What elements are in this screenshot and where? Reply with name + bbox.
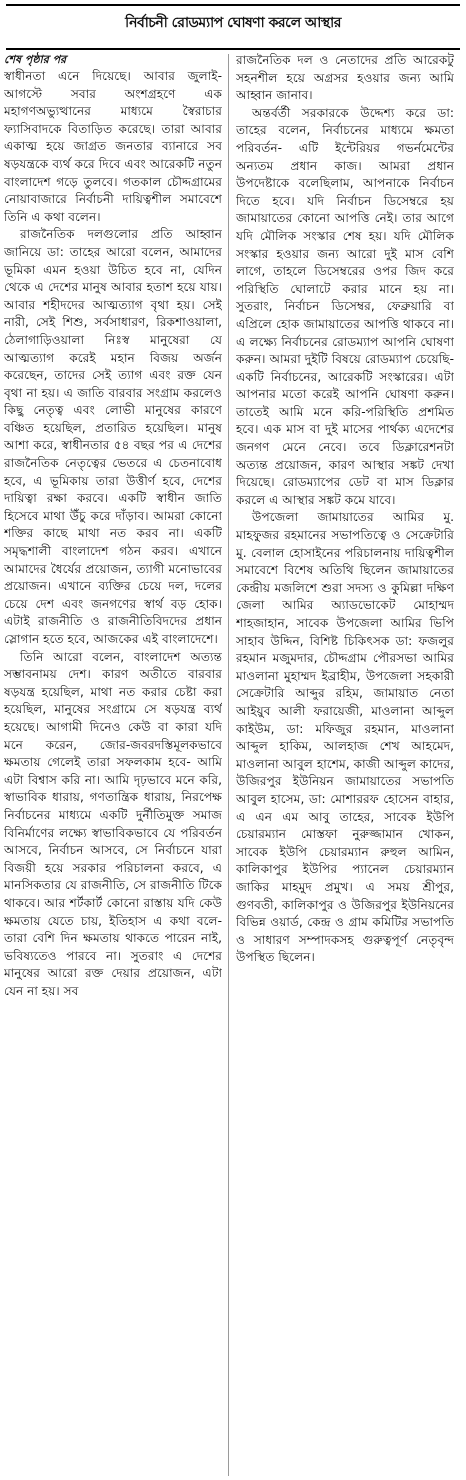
headline: নির্বাচনী রোডম্যাপ ঘোষণা করলে আস্থার xyxy=(125,15,341,31)
article-column-right xyxy=(236,52,454,1478)
column-divider xyxy=(228,54,229,1476)
paragraph: অন্তর্বর্তী সরকারকে উদ্দেশ্য করে ডা: তাহের বলেন, নির্বাচনের মাধ্যমে ক্ষমতা পরিবর্তন- এটি ইন্টেরিয়র গভর্নমেন্টের অন্যতম প্রধান কাজ। আমরা প্রধান উপদেষ্টাকে বলেছিলাম, আপনাকে নির্বাচন দিতে হবে। যদি নির্বাচন ডিসেম্বরে হয় জামায়াতের কোনো আপত্তি নেই। তার আগে যদি মৌলিক সংস্কার শেষ হয়। যদি মৌলিক সংস্কার হওয়ার জন্য আরো দুই মাস বেশি লাগে, তাহলে ডিসেম্বরের ওপর জিদ করে পরিস্থিতি ঘোলাটে করার মানে হয় না। সুতরাং, নির্বাচন ডিসেম্বর, ফেব্রুয়ারি বা এপ্রিলে হোক জামায়াতের আপত্তি থাকবে না। এ লক্ষ্যে নির্বাচনের রোডম্যাপ আপনি ঘোষণা করুন। আমরা দুইটি বিষয়ে রোডম্যাপ চেয়েছি- একটি নির্বাচনের, আরেকটি সংস্কারের। এটা আপনার মতো করেই আপনি ঘোষণা করুন। তাতেই আমি মনে করি-পরিস্থিতি প্রশমিত হবে। এক মাস বা দুই মাসের পার্থক্য এদেশের জনগণ মেনে নেবে। তবে ডিক্লারেশনটা অত্যন্ত প্রয়োজন, কারণ আস্থার সঙ্কট দেখা দিয়েছে। রোডম্যাপের ডেট বা মাস ডিক্লার করলে এ আস্থার সঙ্কট কমে যাবে। xyxy=(236,105,454,507)
paragraph: তিনি আরো বলেন, বাংলাদেশ অত্যন্ত সম্ভাবনাময় দেশ। কারণ অতীতে বারবার ষড়যন্ত্র হয়েছিল, মাথা নত করার চেষ্টা করা হয়েছিল, মানুষের সংগ্রামে সে ষড়যন্ত্র ব্যর্থ হয়েছে। আগামী দিনেও কেউ বা কারা যদি মনে করেন, জোর-জবরদস্তিমূলকভাবে ক্ষমতায় গেলেই তারা সফলকাম হবে- আমি এটা বিশ্বাস করি না। আমি দৃঢ়ভাবে মনে করি, স্বাভাবিক ধারায়, গণতান্ত্রিক ধারায়, নিরপেক্ষ নির্বাচনের মাধ্যমে একটি দুর্নীতিমুক্ত সমাজ বিনির্মাণের লক্ষ্যে স্বাভাবিকভাবে যে পরিবর্তন আসবে, নির্বাচন আসবে, সে নির্বাচনে যারা বিজয়ী হয়ে সরকার পরিচালনা করবে, এ মানসিকতার যে রাজনীতি, সে রাজনীতি টিকে থাকবে। আর শর্টকার্ট কোনো রাস্তায় যদি কেউ ক্ষমতায় যেতে চায়, ইতিহাস এ কথা বলে- তারা বেশি দিন ক্ষমতায় থাকতে পারেন নাই, ভবিষ্যতেও পারবে না। সুতরাং এ দেশের মানুষের আরো রক্ত দেয়ার প্রয়োজন, এটা যেন না হয়। সব xyxy=(4,649,222,998)
paragraph: রাজনৈতিক দলগুলোর প্রতি আহ্বান জানিয়ে ডা: তাহের আরো বলেন, আমাদের ভূমিকা এমন হওয়া উচিত হবে না, যেদিন থেকে এ দেশের মানুষ আবার হতাশ হয়ে যায়। আবার শহীদদের আত্মত্যাগ বৃথা হয়। সেই নারী, সেই শিশু, সর্বসাধারণ, রিকশাওয়ালা, ঠেলাগাড়িওয়ালা নিঃস্ব মানুষেরা যে আত্মত্যাগ করেই মহান বিজয় অর্জন করেছেন, তাদের সেই ত্যাগ এবং রক্ত যেন বৃথা না হয়। এ জাতি বারবার সংগ্রাম করলেও কিছু নেতৃত্ব এবং লোভী মানুষের কারণে বঞ্চিত হয়েছিল, প্রতারিত হয়েছিল। মানুষ আশা করে, স্বাধীনতার ৫৪ বছর পর এ দেশের রাজনৈতিক নেতৃত্বের ভেতরে এ চেতনাবোধ হবে, এ ভূমিকায় তারা উত্তীর্ণ হবে, দেশের দায়িত্বা রক্ষা করবে। একটি স্বাধীন জাতি হিসেবে মাথা উঁচু করে দাঁড়াব। আমরা কোনো শক্তির কাছে মাথা নত করব না। একটি সমৃদ্ধশালী বাংলাদেশ গঠন করব। এখানে আমাদের ধৈর্যের প্রয়োজন, ত্যাগী মনোভাবের প্রয়োজন। এখানে ব্যক্তির চেয়ে দল, দলের চেয়ে দেশ এবং জনগণের স্বার্থ বড় হোক। এটাই রাজনীতি ও রাজনীতিবিদদের প্রধান স্লোগান হতে হবে, আজকের এই বাংলাদেশে। xyxy=(4,227,222,646)
article-column-left xyxy=(4,52,222,1478)
continued-from-label: শেষ পৃষ্ঠার পর xyxy=(4,53,67,66)
headline-bottom-rule xyxy=(6,48,460,50)
paragraph: স্বাধীনতা এনে দিয়েছে। আবার জুলাই-আগস্টে সবার অংশগ্রহণে এক মহাগণঅভ্যুত্থানের মাধ্যমে স্বৈরাচার ফ্যাসিবাদকে বিতাড়িত করেছে। তারা আবার একাত্ম হয়ে জাগ্রত জনতার ব্যানারে সব ষড়যন্ত্রকে ব্যর্থ করে দিবে এবং আরেকটি নতুন বাংলাদেশ গড়ে তুলবে। গতকাল চৌদ্দগ্রামের নোয়াবাজারে নির্বাচনী দায়িত্বশীল সমাবেশে তিনি এ কথা বলেন। xyxy=(4,69,222,224)
paragraph: উপজেলা জামায়াতের আমির মু. মাহফুজর রহমানের সভাপতিত্বে ও সেক্রেটারি মু. বেলাল হোসাইনের পরিচালনায় দায়িত্বশীল সমাবেশে বিশেষ অতিথি ছিলেন জামায়াতের কেন্দ্রীয় মজলিশে শুরা সদস্য ও কুমিল্লা দক্ষিণ জেলা আমির অ্যাডভোকেট মোহাম্মদ শাহজাহান, সাবেক উপজেলা আমির ভিপি সাহাব উদ্দিন, বিশিষ্ট চিকিৎসক ডা: ফজলুর রহমান মজুমদার, চৌদ্দগ্রাম পৌরসভা আমির মাওলানা মুহাম্মদ ইব্রাহীম, উপজেলা সহকারী সেক্রেটারি আব্দুর রহিম, জামায়াত নেতা আইয়ুব আলী ফরায়েজী, মাওলানা আব্দুল কাইউম, ডা: মফিজুর রহমান, মাওলানা আব্দুল হাকিম, আলহাজ শেখ আহমেদ, মাওলানা আবুল হাশেম, কাজী আব্দুল কাদের, উজিরপুর ইউনিয়ন জামায়াতের সভাপতি আবুল হাসেম, ডা: মোশাররফ হোসেন বাহার, এ এন এম আবু তাহের, সাবেক ইউপি চেয়ারম্যান মোস্তফা নুরুজ্জামান খোকন, সাবেক ইউপি চেয়ারম্যান রুহুল আমিন, কালিকাপুর ইউপির প্যানেল চেয়ারম্যান জাকির মাহমুদ প্রমুখ। এ সময় শ্রীপুর, গুণবতী, কালিকাপুর ও উজিরপুর ইউনিয়নের বিভিন্ন ওয়ার্ড, কেন্দ্র ও গ্রাম কমিটির সভাপতি ও সাধারণ সম্পাদকসহ গুরুত্বপূর্ণ নেতৃবৃন্দ উপস্থিত ছিলেন। xyxy=(236,510,454,965)
paragraph: রাজনৈতিক দল ও নেতাদের প্রতি আরেকটু সহনশীল হয়ে অগ্রসর হওয়ার জন্য আমি আহ্বান জানাব। xyxy=(236,53,454,103)
